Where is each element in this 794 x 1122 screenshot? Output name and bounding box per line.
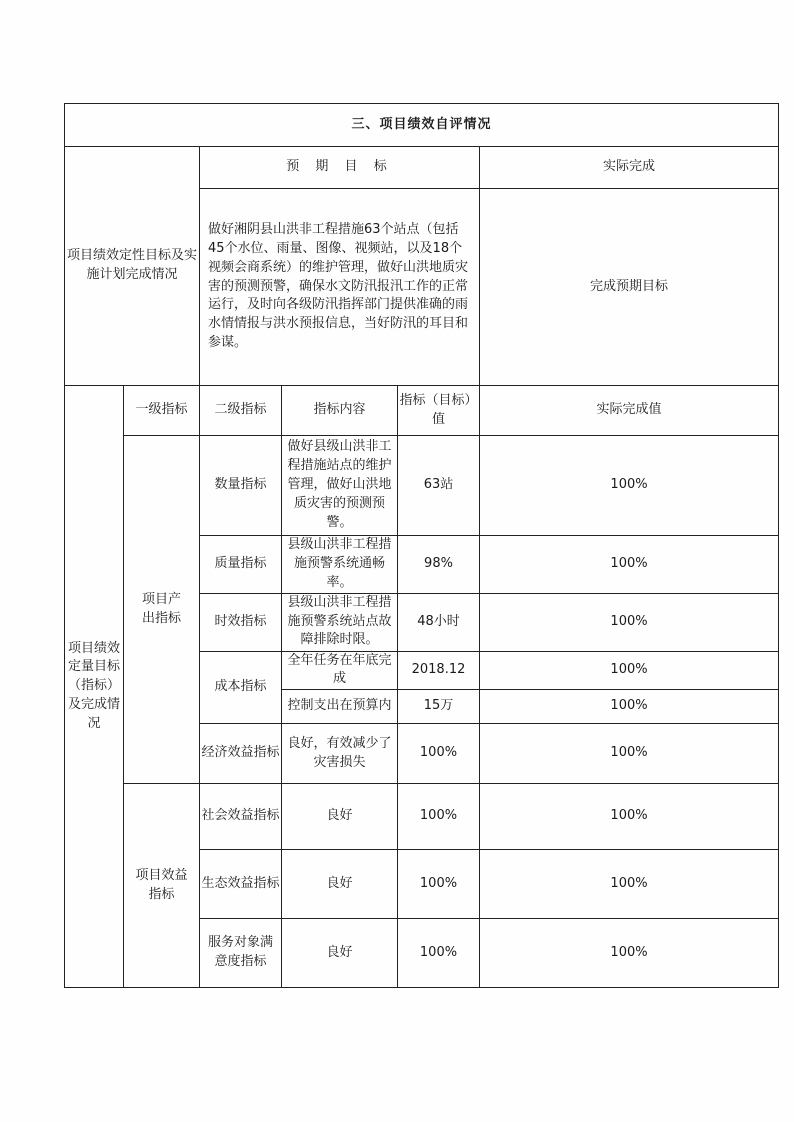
quantitative-header-row: [65, 386, 779, 436]
actual-completion-header: 实际完成: [480, 147, 779, 189]
level2-label: 经济效益指标: [200, 724, 282, 784]
actual-value: 100%: [480, 436, 779, 536]
benefit-group-label: 项目效益指标: [124, 784, 200, 988]
indicator-content: 良好: [282, 919, 398, 988]
expected-goal-text: 做好湘阴县山洪非工程措施63个站点（包括45个水位、雨量、图像、视频站，以及18个视频会商系统）的维护管理，做好山洪地质灾害的预测预警，确保水文防汛报汛工作的正常运行，及时向各级防汛指挥部门提供准确的雨水情情报与洪水预报信息，当好防汛的耳目和参谋。: [200, 189, 480, 386]
quantitative-side-label: 项目绩效定量目标（指标）及完成情况: [65, 386, 124, 988]
level2-label: 服务对象满意度指标: [200, 919, 282, 988]
level2-label: 社会效益指标: [200, 784, 282, 850]
table-row: [65, 436, 779, 536]
table-row: [65, 784, 779, 850]
target-value: 100%: [398, 724, 480, 784]
actual-completion-text: 完成预期目标: [480, 189, 779, 386]
actual-value: 100%: [480, 536, 779, 594]
target-value: 63站: [398, 436, 480, 536]
indicator-content: 控制支出在预算内: [282, 690, 398, 724]
target-value: 98%: [398, 536, 480, 594]
header-level1: 一级指标: [124, 386, 200, 436]
output-group-label: 项目产出指标: [124, 436, 200, 784]
target-value: 48小时: [398, 593, 480, 651]
section-title: 三、项目绩效自评情况: [65, 104, 779, 147]
actual-value: 100%: [480, 690, 779, 724]
header-target: 指标（目标）值: [398, 386, 480, 436]
expected-goal-header: 预 期 目 标: [200, 147, 480, 189]
actual-value: 100%: [480, 651, 779, 690]
level2-label: 时效指标: [200, 593, 282, 651]
header-content: 指标内容: [282, 386, 398, 436]
target-value: 15万: [398, 690, 480, 724]
level2-label: 成本指标: [200, 651, 282, 724]
header-level2: 二级指标: [200, 386, 282, 436]
target-value: 100%: [398, 850, 480, 919]
target-value: 2018.12: [398, 651, 480, 690]
indicator-content: 良好: [282, 784, 398, 850]
level2-label: 质量指标: [200, 536, 282, 594]
target-value: 100%: [398, 784, 480, 850]
indicator-content: 做好县级山洪非工程措施站点的维护管理，做好山洪地质灾害的预测预警。: [282, 436, 398, 536]
actual-value: 100%: [480, 593, 779, 651]
level2-label: 数量指标: [200, 436, 282, 536]
actual-value: 100%: [480, 724, 779, 784]
qualitative-side-label: 项目绩效定性目标及实施计划完成情况: [65, 147, 200, 386]
performance-table: [64, 103, 779, 988]
indicator-content: 县级山洪非工程措施预警系统站点故障排除时限。: [282, 593, 398, 651]
actual-value: 100%: [480, 919, 779, 988]
indicator-content: 全年任务在年底完成: [282, 651, 398, 690]
indicator-content: 良好，有效减少了灾害损失: [282, 724, 398, 784]
target-value: 100%: [398, 919, 480, 988]
indicator-content: 县级山洪非工程措施预警系统通畅率。: [282, 536, 398, 594]
level2-label: 生态效益指标: [200, 850, 282, 919]
actual-value: 100%: [480, 850, 779, 919]
qualitative-header-row: [65, 147, 779, 189]
header-actual: 实际完成值: [480, 386, 779, 436]
section-title-row: [65, 104, 779, 147]
indicator-content: 良好: [282, 850, 398, 919]
actual-value: 100%: [480, 784, 779, 850]
